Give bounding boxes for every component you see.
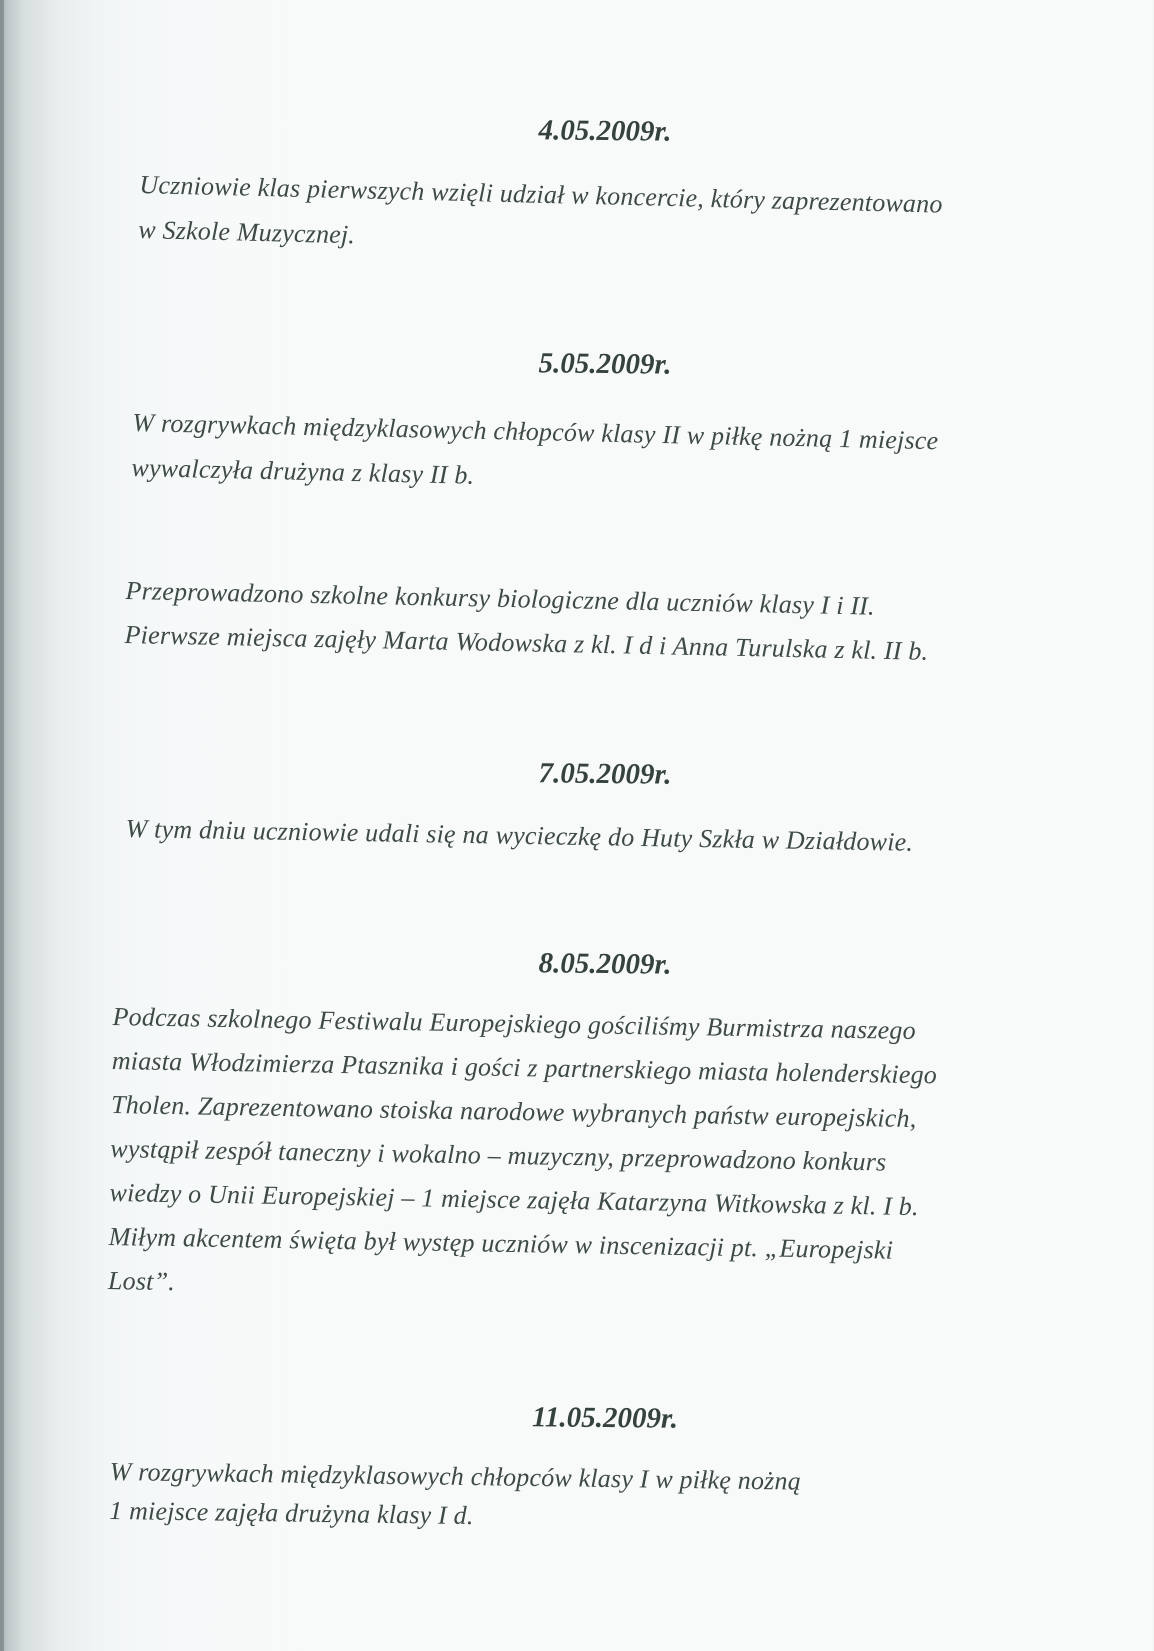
entry-text: W tym dniu uczniowie udali się na wycieczkę do Huty Szkła w Działdowie. [125, 813, 914, 857]
entry-text: Uczniowie klas pierwszych wzięli udział w koncercie, który zaprezentowano w Szkole Muzycznej. [137, 169, 943, 250]
entry-text: Przeprowadzono szkolne konkursy biologiczne dla uczniów klasy I i II. Pierwsze miejsca zajęły Marta Wodowska z kl. I d i Anna Turulska z kl. II b. [124, 575, 929, 666]
entry-date-heading: 7.05.2009r. [538, 757, 672, 791]
entry-date-heading: 8.05.2009r. [538, 947, 672, 981]
entry-date-heading: 5.05.2009r. [538, 347, 672, 381]
entry-text: W rozgrywkach międzyklasowych chłopców klasy II w piłkę nożną 1 miejsce wywalczyła drużyna z klasy II b. [131, 407, 939, 490]
entry-date-heading: 11.05.2009r. [531, 1401, 679, 1435]
entry-date-heading: 4.05.2009r. [538, 114, 672, 148]
scan-edge-shadow [0, 0, 4, 1651]
entry-text: Podczas szkolnego Festiwalu Europejskiego gościliśmy Burmistrza naszego miasta Włodzimierza Ptasznika i gości z partnerskiego miasta holenderskiego Tholen. Zaprezentowano stoiska narodowe wybranych państw europejskich, wystąpił zespół taneczny i wokalno – muzyczny, przeprowadzono konkurs wiedzy o Unii Europejskiej – 1 miejsce zajęła Katarzyna Witkowska z kl. I b. Miłym akcentem święta był występ uczniów w inscenizacji pt. „Europejski Lost”. [107, 1001, 938, 1297]
entry-text: W rozgrywkach międzyklasowych chłopców klasy I w piłkę nożną 1 miejsce zajęła drużyna klasy I d. [108, 1456, 802, 1531]
